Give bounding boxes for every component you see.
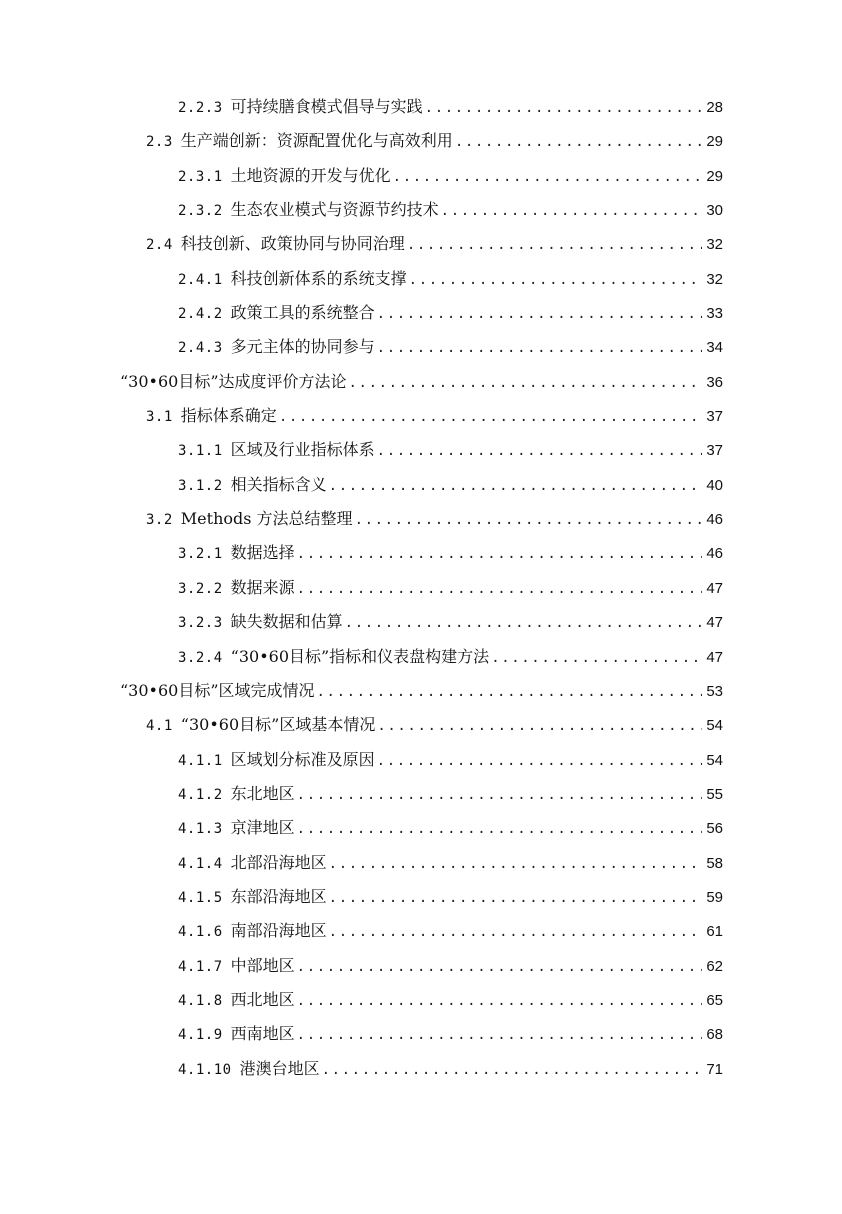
toc-entry-title: 港澳台地区 [239,1058,320,1078]
toc-entry-page-number: 47 [706,614,723,632]
toc-entry-title: 土地资源的开发与优化 [230,165,391,185]
toc-entry-title: 区域划分标准及原因 [230,749,375,769]
toc-entry-page-number: 54 [706,751,723,769]
toc-entry-number: 4.1.9 [178,1027,223,1044]
toc-entry-title: 科技创新、政策协同与协同治理 [180,234,405,254]
toc-entry-number: 3.2.4 [178,649,223,666]
toc-entry-number: 4.1.10 [178,1061,232,1078]
toc-entry-title: 西南地区 [230,1024,295,1044]
toc-entry[interactable] [146,403,723,437]
toc-entry-page-number: 34 [706,339,723,357]
toc-entry[interactable] [146,231,723,265]
toc-entry[interactable] [178,781,723,815]
toc-dot-leader [345,615,703,631]
toc-entry[interactable] [178,918,723,952]
toc-entry-title: 缺失数据和估算 [230,612,343,632]
toc-entry[interactable] [178,644,723,678]
toc-entry-page-number: 32 [706,270,723,288]
toc-entry[interactable] [146,128,723,162]
toc-dot-leader [329,924,703,940]
toc-entry-page-number: 28 [706,99,723,116]
toc-entry-page-number: 29 [706,133,723,151]
toc-dot-leader [297,1027,703,1043]
toc-entry-title: 区域及行业指标体系 [230,440,375,460]
toc-dot-leader [297,821,703,837]
toc-entry-number: 3.1.2 [178,477,223,494]
toc-entry-title: 南部沿海地区 [230,921,327,941]
toc-entry-page-number: 37 [706,408,723,426]
toc-entry[interactable] [178,197,723,231]
toc-entry-title: 中部地区 [230,955,295,975]
toc-entry-page-number: 29 [706,167,723,185]
toc-entry-title: 数据选择 [230,543,295,563]
toc-dot-leader [409,272,703,288]
toc-entry[interactable] [178,747,723,781]
toc-entry-page-number: 65 [706,991,723,1009]
toc-dot-leader [377,340,703,356]
toc-entry[interactable] [178,334,723,368]
toc-dot-leader [441,203,703,219]
toc-entry-page-number: 56 [706,820,723,838]
toc-entry-title: 可持续膳食模式倡导与实践 [230,97,423,116]
toc-entry-title: 相关指标含义 [230,474,327,494]
toc-entry-number: 2.3.1 [178,168,223,185]
toc-entry[interactable] [178,575,723,609]
toc-entry-number: 2.3 [146,134,173,151]
toc-entry-number: 3.2.2 [178,580,223,597]
toc-entry-title: “30•60目标”达成度评价方法论 [120,371,347,391]
toc-entry-number: 4.1.3 [178,821,223,838]
toc-entry-number: 4.1.6 [178,924,223,941]
table-of-contents [0,94,842,1090]
toc-entry-page-number: 47 [706,648,723,666]
toc-entry-number: 4.1.8 [178,992,223,1009]
toc-entry-page-number: 54 [706,717,723,735]
toc-entry-title: 西北地区 [230,989,295,1009]
toc-dot-leader [377,718,702,734]
toc-entry-number: 3.2.3 [178,615,223,632]
toc-entry-number: 2.4.1 [178,271,223,288]
toc-dot-leader [322,1062,703,1078]
toc-entry[interactable] [178,1021,723,1055]
toc-entry[interactable] [146,506,723,540]
toc-dot-leader [297,787,703,803]
toc-entry[interactable] [178,609,723,643]
toc-entry[interactable] [146,712,723,746]
toc-entry-page-number: 58 [706,854,723,872]
toc-dot-leader [349,375,703,391]
toc-dot-leader [455,134,703,150]
toc-dot-leader [279,409,703,425]
toc-entry-title: 数据来源 [230,577,295,597]
toc-entry[interactable] [178,953,723,987]
toc-dot-leader [425,100,703,116]
toc-dot-leader [491,650,702,666]
toc-entry-page-number: 61 [706,923,723,941]
toc-entry-number: 2.2.3 [178,100,223,116]
toc-entry-title: “30•60目标”区域完成情况 [120,680,315,700]
toc-dot-leader [407,237,703,253]
toc-entry-number: 3.2.1 [178,546,223,563]
toc-entry-number: 3.2 [146,512,173,529]
toc-dot-leader [329,478,703,494]
toc-entry-title: 东部沿海地区 [230,886,327,906]
toc-entry-title: 北部沿海地区 [230,852,327,872]
toc-entry-number: 2.4.2 [178,306,223,323]
toc-entry[interactable] [178,884,723,918]
toc-entry-number: 2.4 [146,237,173,254]
toc-entry[interactable] [120,678,723,712]
toc-entry-page-number: 62 [706,957,723,975]
toc-entry-title: 多元主体的协同参与 [230,337,375,357]
toc-entry-number: 4.1 [146,718,173,735]
toc-entry[interactable] [178,540,723,574]
toc-entry[interactable] [178,266,723,300]
toc-entry-page-number: 46 [706,545,723,563]
toc-dot-leader [297,993,703,1009]
toc-entry-number: 4.1.7 [178,958,223,975]
toc-dot-leader [377,306,703,322]
toc-dot-leader [355,512,703,528]
toc-entry-title: 科技创新体系的系统支撑 [230,268,407,288]
toc-entry[interactable] [178,987,723,1021]
toc-entry-number: 4.1.4 [178,855,223,872]
toc-entry-number: 3.1 [146,409,173,426]
toc-dot-leader [329,856,703,872]
toc-dot-leader [329,890,703,906]
toc-entry-page-number: 59 [706,888,723,906]
toc-dot-leader [317,684,703,700]
toc-entry-number: 4.1.5 [178,889,223,906]
toc-entry-title: “30•60目标”区域基本情况 [180,715,376,735]
toc-entry-number: 3.1.1 [178,443,223,460]
toc-entry-page-number: 30 [706,202,723,220]
toc-dot-leader [377,443,703,459]
toc-entry-page-number: 53 [706,682,723,700]
toc-entry-title: 生产端创新：资源配置优化与高效利用 [180,131,453,151]
toc-entry-page-number: 36 [706,373,723,391]
toc-entry-title: 东北地区 [230,783,295,803]
toc-entry-page-number: 55 [706,785,723,803]
toc-entry-page-number: 46 [706,511,723,529]
toc-entry[interactable] [178,1056,723,1090]
toc-entry-page-number: 68 [706,1026,723,1044]
toc-entry-number: 2.4.3 [178,340,223,357]
toc-entry-title: 京津地区 [230,818,295,838]
toc-dot-leader [297,581,703,597]
toc-entry-page-number: 40 [706,476,723,494]
toc-entry[interactable] [178,437,723,471]
toc-entry-number: 2.3.2 [178,203,223,220]
toc-dot-leader [297,546,703,562]
toc-entry-title: 指标体系确定 [180,406,277,426]
toc-entry-title: 生态农业模式与资源节约技术 [230,200,439,220]
toc-entry-page-number: 37 [706,442,723,460]
toc-dot-leader [393,169,703,185]
toc-dot-leader [297,959,703,975]
toc-entry[interactable] [178,94,723,128]
toc-entry-number: 4.1.2 [178,786,223,803]
toc-entry[interactable] [178,300,723,334]
toc-entry[interactable] [178,815,723,849]
toc-entry-page-number: 32 [706,236,723,254]
toc-entry-page-number: 47 [706,579,723,597]
toc-entry-page-number: 33 [706,305,723,323]
toc-entry-number: 4.1.1 [178,752,223,769]
toc-entry-title: 政策工具的系统整合 [230,303,375,323]
toc-entry[interactable] [178,163,723,197]
toc-entry-title: “30•60目标”指标和仪表盘构建方法 [230,646,490,666]
toc-entry[interactable] [178,472,723,506]
toc-entry-title: Methods 方法总结整理 [180,509,353,529]
toc-dot-leader [377,753,703,769]
toc-entry[interactable] [120,369,723,403]
toc-entry[interactable] [178,850,723,884]
toc-entry-page-number: 71 [706,1060,723,1078]
